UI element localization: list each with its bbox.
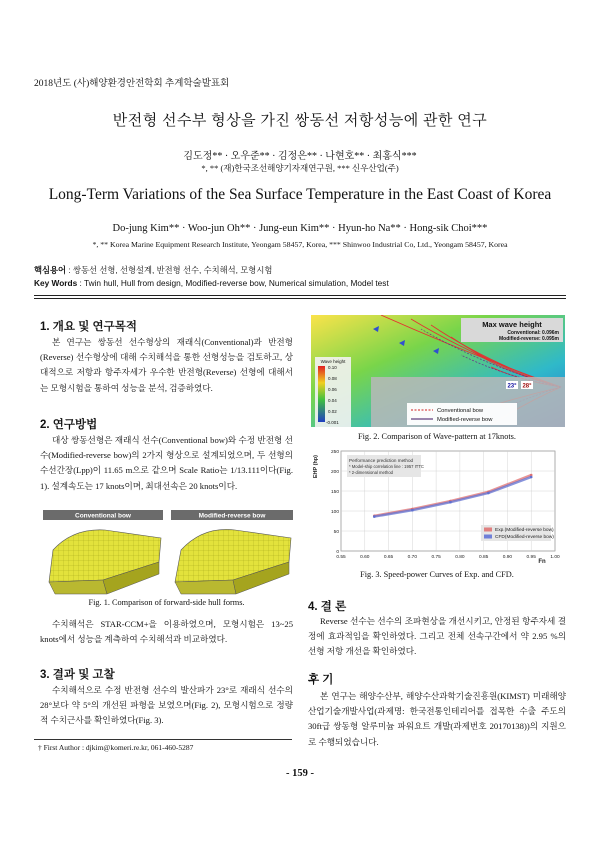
method-note-2: * Model-ship correlation line : 1957 ITTC [349,464,424,469]
affiliation-english: *, ** Korea Marine Equipment Research Institute, Yeongam 58457, Korea, *** Shinwoo Industrial Co, Ltd., Yeongam 58457, Korea [92,240,508,249]
x-tick-label: 1.00 [550,555,560,560]
section-heading-intro: 1. 개요 및 연구목적 [40,321,137,333]
x-tick-label: 0.85 [478,555,489,560]
series-point-1 [411,509,414,512]
section-heading-conclusion: 4. 결 론 [308,601,347,613]
x-tick-label: 0.65 [383,555,394,560]
y-axis-label: EHP (hp) [313,455,319,479]
authors-english: Do-jung Kim** · Woo-jun Oh** · Jung-eun Kim** · Hyun-ho Na** · Hong-sik Choi*** [112,223,488,234]
divider [34,298,566,299]
affiliation-korean: *, ** (재)한국조선해양기자재연구원, *** 신우산업(주) [201,163,399,173]
divider [34,295,566,296]
authors-korean: 김도정** · 오우준** · 김정은** · 나현호** · 최홍식*** [183,151,417,162]
series-point-1 [449,501,452,504]
section-body-method: 대상 쌍동선형은 재래식 선수(Conventional bow)와 수정 반전형 선수(Modified-reverse bow)의 2가지 형상으로 설계되었으며, 두 선형의 수선간장(Lpp)이 11.65 m으로 같으며 Scale Ratio는 1/13.111이다(Fig. 1). 설계속도는 17 knots이며, 최대선속은 20 knots이다. [40,435,293,491]
footnote: † First Author : djkim@komeri.re.kr, 061-460-5287 [38,743,194,752]
max-wave-title: Max wave height [482,320,542,329]
title-korean: 반전형 선수부 형상을 가진 쌍동선 저항성능에 관한 연구 [112,113,488,129]
section-body-conclusion: Reverse 선수는 선수의 조파현상을 개선시키고, 안정된 항주자세 결정에 효과적임을 확인하였다. 그리고 전체 선속구간에서 약 2.95 %의 선형 저항 개선을 확인하였다. [308,616,566,657]
series-point-1 [373,515,376,518]
angle-conventional: 28° [522,383,532,390]
figure-2-caption: Fig. 2. Comparison of Wave-pattern at 17knots. [358,432,516,441]
y-tick-label: 250 [330,449,339,455]
hull-conventional [49,530,161,594]
keywords-english [34,278,389,288]
scale-label: 0.10 [328,365,337,370]
figure-3-caption: Fig. 3. Speed-power Curves of Exp. and CFD. [360,570,514,579]
x-tick-label: 0.55 [336,555,346,560]
method-note-1: Performance prediction method [349,458,414,463]
keywords-korean [34,264,272,276]
scale-label: 0.02 [328,409,337,414]
y-tick-label: 200 [330,469,339,475]
section-body-acknowledgment: 본 연구는 해양수산부, 해양수산과학기술진흥원(KIMST) 미래해양산업기술개발사업(과제명: 한국전통인테리어를 접목한 수출 주도의 30ft급 쌍동형 알루미늄 파워요트 개발(과제번호 20170138))의 지원으로 수행되었습니다. [308,691,566,747]
x-tick-label: 0.90 [502,555,513,560]
scale-label: 0.04 [328,398,337,403]
y-tick-label: 0 [336,549,339,555]
figure-1-caption: Fig. 1. Comparison of forward-side hull forms. [88,598,245,607]
method-note-3: * 2-dimensional method [349,470,393,475]
wave-scale-bar [318,366,325,422]
x-tick-label: 0.60 [360,555,370,560]
section-heading-results: 3. 결과 및 고찰 [40,669,115,681]
section-body-intro: 본 연구는 쌍동선 선수형상의 재래식(Conventional)과 반전형(Reverse) 선수형상에 대해 수치해석을 통한 선형성능을 검토하고, 상대적으로 저항과 항주자세가 우수한 반전형(Reverse) 선형에 대해서는 모형시험을 통하여 성능을 분석, 검증하였다. [40,337,293,393]
x-axis-label: Fn [538,559,546,565]
x-tick-label: 0.70 [407,555,418,560]
scale-label: -0.001 [326,420,339,425]
keywords-english-text: : Twin hull, Hull from design, Modified-reverse bow, Numerical simulation, Model test [77,278,389,288]
keywords-korean-label: 핵심용어 [34,265,67,275]
legend-conventional: Conventional bow [437,408,484,414]
conference-name: 2018년도 (사)해양환경안전학회 추계학술발표회 [34,79,230,89]
section-heading-acknowledgment: 후 기 [308,674,334,686]
legend-swatch-exp [484,528,492,532]
angle-modified: 23° [507,383,517,390]
section-body-results: 수치해석으로 수정 반전형 선수의 발산파가 23°로 재래식 선수의 28°보다 약 5°의 개선된 파형을 보였으며(Fig. 2), 모형시험으로 정량적 수치근사를 확인하였다(Fig. 3). [40,685,293,726]
scale-label: 0.06 [328,387,337,392]
legend-exp: Exp.(Modified-reverse bow) [495,528,554,533]
fig1-left-label: Conventional bow [75,512,131,520]
legend-swatch-cfd [484,535,492,539]
figure-speed-power-chart [311,447,565,567]
figure-wave-pattern [311,315,565,427]
legend-cfd: CFD(Modified-reverse bow) [495,535,554,540]
footnote-divider [34,739,292,740]
title-english: Long-Term Variations of the Sea Surface Temperature in the East Coast of Korea [48,186,552,203]
fig1-right-label: Modified-reverse bow [198,512,266,520]
y-tick-label: 50 [333,529,339,535]
section-body-method-2: 수치해석은 STAR-CCM+을 이용하였으며, 모형시험은 13~25 knots에서 성능을 계측하여 수치해석과 비교하였다. [40,619,293,645]
section-heading-method: 2. 연구방법 [40,419,98,431]
x-tick-label: 0.95 [526,555,536,560]
x-tick-label: 0.80 [455,555,465,560]
keywords-korean-text: : 쌍동선 선형, 선형설계, 반전형 선수, 수치해석, 모형시험 [66,265,273,275]
y-tick-label: 100 [330,509,339,515]
x-tick-label: 0.75 [431,555,441,560]
wave-scale-title: Wave height [320,359,346,364]
scale-label: 0.08 [328,376,337,381]
y-tick-label: 150 [330,489,339,495]
keywords-english-label: Key Words [34,278,78,288]
legend-modified: Modified-reverse bow [437,417,493,423]
series-point-1 [530,476,533,479]
max-wave-modified: Modified-reverse: 0.095m [498,336,559,342]
max-wave-conventional: Conventional: 0.096m [507,330,559,336]
figure-hull-forms [43,510,293,595]
series-point-1 [487,492,490,495]
page-number: - 159 - [286,768,314,779]
hull-modified-reverse [175,529,291,594]
